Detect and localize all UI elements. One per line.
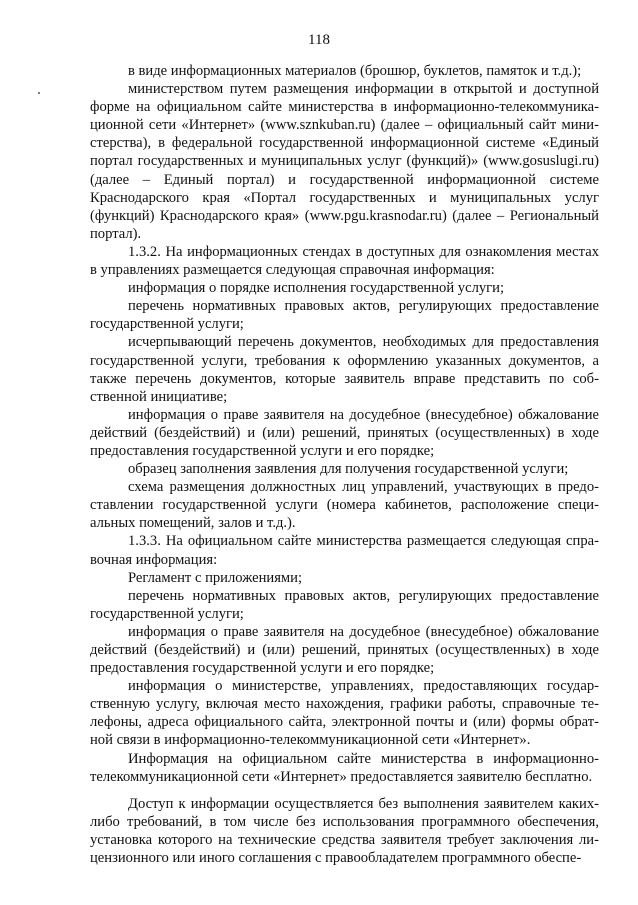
list-item-documents-list: исчерпывающий перечень документов, необходимых для предоставления государственной услуги, требования к оформлению указанных документов, а также перечень документов, которые заявитель вправе представить по собственной инициативе; xyxy=(90,334,599,405)
list-item-ministry-info: информация о министерстве, управлениях, предоставляющих государственную услугу, включая место нахождения, графики работы, справочные телефоны, адреса официального сайта, электронной почты и (или) формы обратной связи в информационно-телекоммуникационной сети «Интернет». xyxy=(90,678,599,749)
list-item-legal-acts-2: перечень нормативных правовых актов, регулирующих предоставление государственной услуги; xyxy=(90,587,599,622)
list-item-regulation: Регламент с приложениями; xyxy=(128,569,303,586)
list-item-service-procedure: информация о порядке исполнения государственной услуги; xyxy=(128,280,504,297)
list-item-appeal-rights-2: информация о праве заявителя на досудебное (внесудебное) обжалование действий (бездействий) и (или) решений, принятых (осуществленных) в ходе предоставления государственной услуги и его порядке; xyxy=(90,623,599,677)
paragraph-free-information: Информация на официальном сайте министерства в информационно-телекоммуникационной сети «Интернет» предоставляется заявителю бесплатно. xyxy=(90,750,599,785)
list-item-officials-layout: схема размещения должностных лиц управлений, участвующих в предоставлении государственной услуги (номера кабинетов, расположение специальных помещений, залов и т.д.). xyxy=(90,479,599,532)
page-number: 118 xyxy=(308,32,330,48)
paragraph-access-conditions: Доступ к информации осуществляется без выполнения заявителем каких-либо требований, в том числе без использования программного обеспечения, установка которого на технические средства заявителя требует заключения лицензионного или иного соглашения с правообладателем программного обеспе- xyxy=(90,795,599,867)
paragraph-1-3-2: 1.3.2. На информационных стендах в доступных для ознакомления местах в управлениях размещается следующая справочная информация: xyxy=(90,243,599,279)
list-item-appeal-rights: информация о праве заявителя на досудебное (внесудебное) обжалование действий (бездействий) и (или) решений, принятых (осуществленных) в ходе предоставления государственной услуги и его порядке; xyxy=(90,406,599,459)
scan-speck xyxy=(38,92,40,94)
paragraph-print-materials: в виде информационных материалов (брошюр, буклетов, памяток и т.д.); xyxy=(128,63,582,79)
paragraph-1-3-3: 1.3.3. На официальном сайте министерства размещается следующая справочная информация: xyxy=(90,533,599,568)
document-body xyxy=(90,62,599,867)
list-item-legal-acts: перечень нормативных правовых актов, регулирующих предоставление государственной услуги; xyxy=(90,298,599,333)
list-item-application-sample: образец заполнения заявления для получения государственной услуги; xyxy=(128,461,569,478)
paragraph-ministry-website: министерством путем размещения информации в открытой и доступной форме на официальном сайте министерства в информационно-телекоммуникационной сети «Интернет» (www.sznkuban.ru) (далее – официальный сайт министерства), в федеральной государственной информационной системе «Единый портал государственных и муниципальных услуг (функций)» (www.gosuslugi.ru) (далее – Единый портал) и государственной информационной системе Краснодарского края «Портал государственных и муниципальных услуг (функций) Краснодарского края» (www.pgu.krasnodar.ru) (далее – Региональный портал). xyxy=(90,81,599,242)
